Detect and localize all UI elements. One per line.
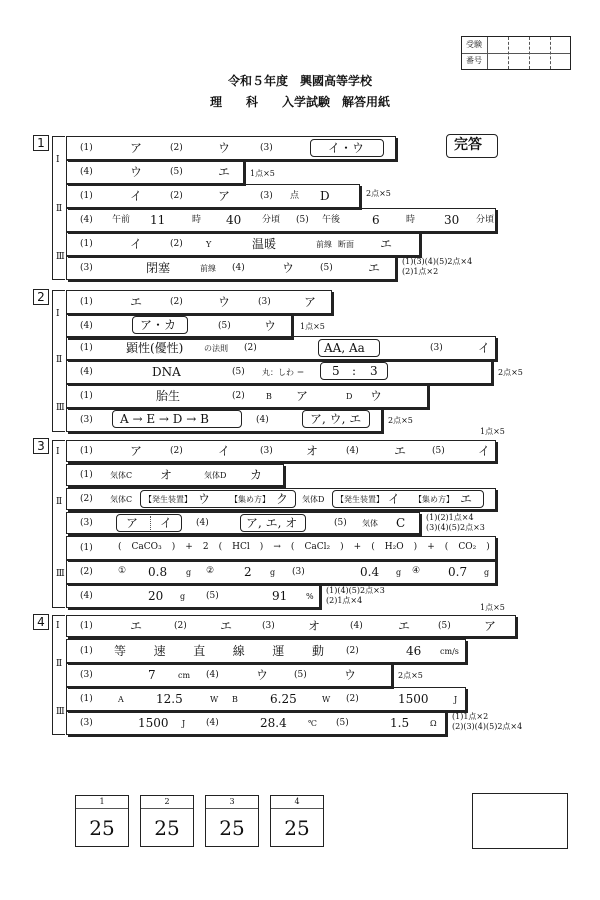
prefix-text: 点 <box>290 191 300 201</box>
answer-text: 温暖 <box>252 237 277 251</box>
points-note: 1点×5 <box>300 322 325 331</box>
answer-text: オ <box>160 468 173 482</box>
answer-text: イ <box>478 444 491 458</box>
answer-text: 1500 <box>398 692 429 706</box>
answer-text: エ <box>460 492 473 506</box>
eq-token: CaCO₃ <box>131 542 162 552</box>
unit-text: J <box>454 695 458 704</box>
q-number: (4) <box>206 670 219 680</box>
points-note: (2)1点×4 <box>326 596 363 605</box>
s1-ii-row1 <box>66 184 360 208</box>
answer-text: ウ <box>198 492 211 506</box>
q-number: (3) <box>262 621 275 631</box>
answer-text: ア <box>304 295 317 309</box>
q-number: (1) <box>80 470 93 480</box>
points-note: (2)1点×2 <box>402 267 439 276</box>
score-label: 1 <box>99 797 105 806</box>
unit-text: cm/s <box>440 647 459 656</box>
points-note: (3)(4)(5)2点×3 <box>426 523 485 532</box>
q-number: (5) <box>296 215 309 225</box>
prefix-text: D <box>346 392 353 401</box>
eq-token: 2 <box>202 542 209 552</box>
section-4-frame <box>52 615 65 735</box>
roman-label: Ⅱ <box>56 497 63 507</box>
answer-text: エ <box>218 165 231 179</box>
score-value: 25 <box>154 816 180 840</box>
points-note: (2)(3)(4)(5)2点×4 <box>452 722 523 731</box>
label-text: 【発生装置】 <box>336 495 384 504</box>
q-number: (2) <box>244 343 257 353</box>
unit-text: g <box>180 592 186 601</box>
answer-text: 閉塞 <box>146 261 171 275</box>
answer-text: ウ <box>264 319 277 333</box>
points-note: 1点×5 <box>480 427 505 436</box>
answer-char: 運 <box>272 644 285 658</box>
s4-iii-row2 <box>66 711 446 735</box>
answer-text: 30 <box>444 213 460 227</box>
s2-i-row1 <box>66 290 332 314</box>
answer-text: ア <box>484 619 497 633</box>
answer-text: エ <box>130 295 143 309</box>
answer-text: C <box>396 516 406 530</box>
section-4-number: 4 <box>33 614 49 630</box>
roman-label: Ⅲ <box>56 252 65 262</box>
answer-char: 線 <box>232 644 245 658</box>
ratio-colon: : <box>352 364 357 378</box>
answer-text: 0.4 <box>360 565 380 579</box>
prefix-text: 気体D <box>302 495 325 504</box>
label-text: 【発生装置】 <box>144 495 192 504</box>
answer-text: 顕性(優性) <box>126 341 184 355</box>
unit-text: g <box>484 568 490 577</box>
eq-token: ) <box>486 542 490 552</box>
answer-char: 等 <box>114 644 127 658</box>
prefix-text: 気体D <box>204 471 227 480</box>
s1-ii-row2 <box>66 208 496 232</box>
unit-text: g <box>270 568 276 577</box>
section-2-number: 2 <box>33 289 49 305</box>
q-number: (1) <box>80 621 93 631</box>
answer-text: ア, エ, オ <box>246 516 298 530</box>
points-note: 2点×5 <box>498 368 523 377</box>
answer-text: AA, Aa <box>324 341 365 355</box>
eq-token: ( <box>218 542 223 552</box>
unit-text: 分頃 <box>262 215 281 225</box>
s3-iii-row2 <box>66 560 496 584</box>
answer-text: イ・ウ <box>328 141 365 155</box>
q-number: (1) <box>80 446 93 456</box>
unit-text: 午前 <box>112 215 131 225</box>
answer-text: ア <box>130 141 143 155</box>
answer-text: イ <box>218 444 231 458</box>
unit-text: cm <box>178 671 191 680</box>
eq-token: + <box>353 542 362 552</box>
answer-text: イ <box>130 189 143 203</box>
points-note: (1)(3)(4)(5)2点×4 <box>402 257 473 266</box>
q-number: (4) <box>206 718 219 728</box>
q-number: (5) <box>320 263 333 273</box>
unit-text: 前線 <box>316 240 332 249</box>
q-number: (5) <box>432 446 445 456</box>
unit-text: 午後 <box>322 215 341 225</box>
total-score-box <box>472 793 568 849</box>
q-number: (4) <box>80 321 93 331</box>
s1-iii-row1 <box>66 232 420 256</box>
q-number: (4) <box>256 415 269 425</box>
prefix-text: A <box>118 695 124 704</box>
answer-text: ク <box>276 492 289 506</box>
q-number: (1) <box>80 239 93 249</box>
points-note: (1)(2)1点×4 <box>426 513 474 522</box>
ratio-value: 5 <box>332 364 340 378</box>
answer-text: ウ <box>344 668 357 682</box>
q-number: (4) <box>232 263 245 273</box>
answer-text: ア <box>218 189 231 203</box>
roman-label: Ⅱ <box>56 659 63 669</box>
circle-number: ① <box>118 566 127 576</box>
answer-text: 6.25 <box>270 692 297 706</box>
unit-text: Ω <box>430 719 437 728</box>
school-title: 令和５年度 興國高等学校 <box>227 74 372 88</box>
answer-text: イ <box>388 492 401 506</box>
q-number: (3) <box>80 263 93 273</box>
unit-text: の法則 <box>204 344 228 353</box>
q-number: (1) <box>80 391 93 401</box>
prefix-text: 気体 <box>362 519 378 528</box>
q-number: (5) <box>294 670 307 680</box>
label-text: 【集め方】 <box>230 495 270 504</box>
answer-text: エ <box>398 619 411 633</box>
eq-token: H₂O <box>384 542 404 552</box>
eq-token: ) <box>413 542 418 552</box>
points-note: 1点×5 <box>250 169 275 178</box>
answer-text: 1.5 <box>390 716 410 730</box>
answer-text: A → E → D → B <box>120 412 209 426</box>
roman-label: Ⅲ <box>56 569 65 579</box>
eq-token: + <box>185 542 193 552</box>
answer-char: 直 <box>193 644 206 658</box>
answer-text: カ <box>250 468 263 482</box>
answer-text: エ <box>394 444 407 458</box>
answer-text: ア・カ <box>140 318 177 332</box>
page-title: 理 科 入学試験 解答用紙 <box>209 95 390 109</box>
q-number: (5) <box>336 718 349 728</box>
equation <box>118 543 490 552</box>
answer-text: 91 <box>272 589 288 603</box>
q-number: (3) <box>80 718 93 728</box>
answer-text: 0.8 <box>148 565 168 579</box>
points-note: 2点×5 <box>388 416 413 425</box>
score-box-3 <box>205 795 259 847</box>
q-number: (1) <box>80 191 93 201</box>
q-number: (3) <box>292 567 305 577</box>
kanto-label: 完答 <box>454 137 482 153</box>
s1-iii-row2 <box>66 256 396 280</box>
section-3-number: 3 <box>33 438 49 454</box>
roman-label: Ⅱ <box>56 355 63 365</box>
exam-number-label: 受験 <box>466 40 482 49</box>
q-number: (2) <box>346 694 359 704</box>
q-number: (4) <box>196 518 209 528</box>
roman-label: Ⅲ <box>56 707 65 717</box>
q-number: (2) <box>170 297 183 307</box>
score-label: 4 <box>294 797 300 806</box>
score-value: 25 <box>219 816 245 840</box>
eq-token: CO₂ <box>458 542 477 552</box>
q-number: (2) <box>174 621 187 631</box>
q-number: (1) <box>80 143 93 153</box>
q-number: (1) <box>80 694 93 704</box>
answer-text: エ <box>220 619 233 633</box>
answer-text: D <box>320 189 330 203</box>
q-number: (2) <box>346 646 359 656</box>
points-note: (1)1点×2 <box>452 712 489 721</box>
eq-token: CaCl₂ <box>304 542 331 552</box>
answer-text: 28.4 <box>260 716 287 730</box>
q-number: (5) <box>232 367 245 377</box>
unit-text: ℃ <box>308 719 317 728</box>
score-value: 25 <box>89 816 115 840</box>
answer-text: 12.5 <box>156 692 183 706</box>
answer-text: ウ <box>370 389 383 403</box>
q-number: (5) <box>206 591 219 601</box>
answer-text: オ <box>306 444 319 458</box>
score-label: 3 <box>229 797 235 806</box>
q-number: (2) <box>232 391 245 401</box>
score-box-1 <box>75 795 129 847</box>
q-number: (4) <box>80 167 93 177</box>
prefix-text: 気体C <box>110 495 133 504</box>
answer-text: ウ <box>218 141 231 155</box>
section-3-frame <box>52 440 65 608</box>
circle-number: ④ <box>412 566 421 576</box>
prefix-text: 気体C <box>110 471 133 480</box>
roman-label: Ⅰ <box>56 621 60 631</box>
q-number: (2) <box>170 446 183 456</box>
unit-text: 分頃 <box>476 215 495 225</box>
q-number: (1) <box>80 343 93 353</box>
q-number: (1) <box>80 297 93 307</box>
q-number: (4) <box>80 367 93 377</box>
points-note: 2点×5 <box>366 189 391 198</box>
answer-text: 46 <box>406 644 422 658</box>
q-number: (4) <box>350 621 363 631</box>
answer-text: 11 <box>150 213 166 227</box>
score-box-2 <box>140 795 194 847</box>
answer-text: イ <box>130 237 143 251</box>
ratio-value: 3 <box>370 364 378 378</box>
answer-text: 40 <box>226 213 242 227</box>
q-number: (2) <box>170 191 183 201</box>
eq-token: HCl <box>232 542 250 552</box>
label-text: 【集め方】 <box>414 495 454 504</box>
eq-token: ( <box>118 542 122 552</box>
eq-token: ( <box>371 542 375 552</box>
answer-text: ウ <box>218 295 231 309</box>
roman-label: Ⅰ <box>56 155 60 165</box>
answer-text: ウ <box>256 668 269 682</box>
answer-text: ア <box>126 516 139 530</box>
exam-number-box <box>461 36 571 70</box>
answer-text: ア <box>296 389 309 403</box>
q-number: (2) <box>80 494 93 504</box>
q-number: (3) <box>80 670 93 680</box>
answer-text: 20 <box>148 589 164 603</box>
eq-token: + <box>427 542 435 552</box>
answer-text: ア, ウ, エ <box>310 412 362 426</box>
circle-number: ② <box>206 566 215 576</box>
answer-text: イ <box>478 341 491 355</box>
score-value: 25 <box>284 816 310 840</box>
eq-token: ) <box>259 542 264 552</box>
q-number: (5) <box>218 321 231 331</box>
unit-text: W <box>322 695 331 704</box>
q-number: (3) <box>80 415 93 425</box>
q-number: (3) <box>80 518 93 528</box>
eq-token: → <box>273 542 281 552</box>
q-number: (3) <box>260 191 273 201</box>
prefix-text: B <box>232 695 238 704</box>
q-number: (5) <box>438 621 451 631</box>
motion-answer <box>114 645 324 657</box>
unit-text: J <box>182 719 186 728</box>
q-number: (1) <box>80 543 93 553</box>
prefix-text: B <box>266 392 272 401</box>
answer-text: エ <box>380 237 393 251</box>
eq-token: ) <box>171 542 176 552</box>
q-number: (2) <box>80 567 93 577</box>
eq-token: ( <box>290 542 295 552</box>
unit-text: % <box>306 592 314 601</box>
points-note: 1点×5 <box>480 603 505 612</box>
q-number: (2) <box>170 143 183 153</box>
answer-text: DNA <box>152 365 181 379</box>
q-number: (5) <box>334 518 347 528</box>
answer-text: 0.7 <box>448 565 468 579</box>
unit-text: W <box>210 695 219 704</box>
q-number: (5) <box>170 167 183 177</box>
q-number: (4) <box>80 215 93 225</box>
score-label: 2 <box>164 797 170 806</box>
q-number: (4) <box>80 591 93 601</box>
answer-text: オ <box>308 619 321 633</box>
roman-label: Ⅱ <box>56 204 63 214</box>
answer-text: ウ <box>282 261 295 275</box>
answer-text: エ <box>130 619 143 633</box>
prefix-text: Y <box>206 240 212 249</box>
unit-text: 断面 <box>338 240 354 249</box>
answer-text: 1500 <box>138 716 169 730</box>
points-note: (1)(4)(5)2点×3 <box>326 586 385 595</box>
roman-label: Ⅰ <box>56 447 60 457</box>
answer-text: 2 <box>244 565 252 579</box>
prefix-text: 丸：しわ ＝ <box>262 368 305 377</box>
answer-text: 7 <box>148 668 156 682</box>
roman-label: Ⅲ <box>56 403 65 413</box>
q-number: (4) <box>346 446 359 456</box>
roman-label: Ⅰ <box>56 309 60 319</box>
exam-number-label: 番号 <box>466 56 482 65</box>
answer-char: 動 <box>311 644 324 658</box>
answer-text: イ <box>160 516 173 530</box>
unit-text: 前線 <box>200 264 216 273</box>
unit-text: 時 <box>406 215 416 225</box>
unit-text: 時 <box>192 215 202 225</box>
eq-token: ( <box>444 542 449 552</box>
unit-text: g <box>396 568 402 577</box>
points-note: 2点×5 <box>398 671 423 680</box>
answer-text: エ <box>368 261 381 275</box>
section-1-number: 1 <box>33 135 49 151</box>
q-number: (2) <box>170 239 183 249</box>
score-box-4 <box>270 795 324 847</box>
q-number: (1) <box>80 646 93 656</box>
answer-char: 速 <box>153 644 166 658</box>
unit-text: g <box>186 568 192 577</box>
q-number: (3) <box>258 297 271 307</box>
q-number: (3) <box>430 343 443 353</box>
answer-text: 6 <box>372 213 380 227</box>
q-number: (3) <box>260 143 273 153</box>
answer-text: ウ <box>130 165 143 179</box>
answer-text: 胎生 <box>156 389 181 403</box>
answer-text: ア <box>130 444 143 458</box>
q-number: (3) <box>260 446 273 456</box>
eq-token: ) <box>340 542 344 552</box>
